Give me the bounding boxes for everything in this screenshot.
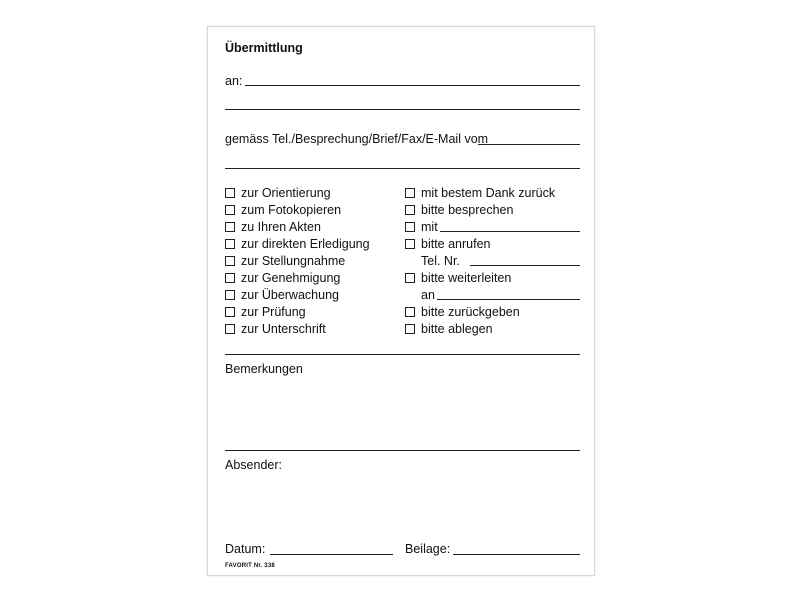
option-mit[interactable]: mit	[405, 218, 438, 235]
checkbox[interactable]	[405, 222, 415, 232]
option-unterschrift[interactable]: zur Unterschrift	[225, 320, 326, 337]
checkbox[interactable]	[225, 222, 235, 232]
option-orientierung[interactable]: zur Orientierung	[225, 184, 331, 201]
checkbox[interactable]	[225, 256, 235, 266]
checkbox[interactable]	[405, 205, 415, 215]
forward-to-line[interactable]	[437, 299, 580, 300]
tel-label: Tel. Nr.	[421, 254, 460, 268]
reference-line-2[interactable]	[225, 168, 580, 169]
option-akten[interactable]: zu Ihren Akten	[225, 218, 321, 235]
checkbox[interactable]	[225, 273, 235, 283]
footer-product-number: FAVORIT Nr. 338	[225, 563, 275, 569]
checkbox[interactable]	[405, 307, 415, 317]
date-label: Datum:	[225, 542, 266, 556]
remarks-label: Bemerkungen	[225, 362, 303, 376]
option-ablegen[interactable]: bitte ablegen	[405, 320, 493, 337]
to-line[interactable]	[245, 85, 580, 86]
option-weiterleiten[interactable]: bitte weiterleiten	[405, 269, 511, 286]
checkbox[interactable]	[225, 188, 235, 198]
checkbox[interactable]	[225, 205, 235, 215]
date-line[interactable]	[270, 554, 393, 555]
option-dank-zurueck[interactable]: mit bestem Dank zurück	[405, 184, 555, 201]
option-stellungnahme[interactable]: zur Stellungnahme	[225, 252, 345, 269]
option-besprechen[interactable]: bitte besprechen	[405, 201, 513, 218]
sender-label: Absender:	[225, 458, 282, 472]
to-label: an:	[225, 74, 243, 88]
option-genehmigung[interactable]: zur Genehmigung	[225, 269, 340, 286]
transmittal-form-sheet	[207, 26, 595, 576]
checkbox[interactable]	[225, 307, 235, 317]
enclosure-label: Beilage:	[405, 542, 451, 556]
option-erledigung[interactable]: zur direkten Erledigung	[225, 235, 370, 252]
enclosure-line[interactable]	[453, 554, 580, 555]
checkbox[interactable]	[405, 273, 415, 283]
option-anrufen[interactable]: bitte anrufen	[405, 235, 491, 252]
checkbox[interactable]	[405, 188, 415, 198]
reference-label: gemäss Tel./Besprechung/Brief/Fax/E-Mail vom	[225, 132, 489, 146]
to-line-2[interactable]	[225, 109, 580, 110]
reference-date-line[interactable]	[478, 144, 580, 145]
option-fotokopieren[interactable]: zum Fotokopieren	[225, 201, 341, 218]
divider-options	[225, 354, 580, 355]
remarks-bottom-line	[225, 450, 580, 451]
checkbox[interactable]	[225, 324, 235, 334]
checkbox[interactable]	[405, 324, 415, 334]
tel-line[interactable]	[470, 265, 580, 266]
checkbox[interactable]	[225, 239, 235, 249]
forward-to-label: an	[421, 288, 435, 302]
option-ueberwachung[interactable]: zur Überwachung	[225, 286, 339, 303]
form-title: Übermittlung	[225, 41, 303, 55]
option-pruefung[interactable]: zur Prüfung	[225, 303, 306, 320]
mit-line[interactable]	[440, 231, 580, 232]
option-zurueckgeben[interactable]: bitte zurückgeben	[405, 303, 520, 320]
checkbox[interactable]	[405, 239, 415, 249]
checkbox[interactable]	[225, 290, 235, 300]
